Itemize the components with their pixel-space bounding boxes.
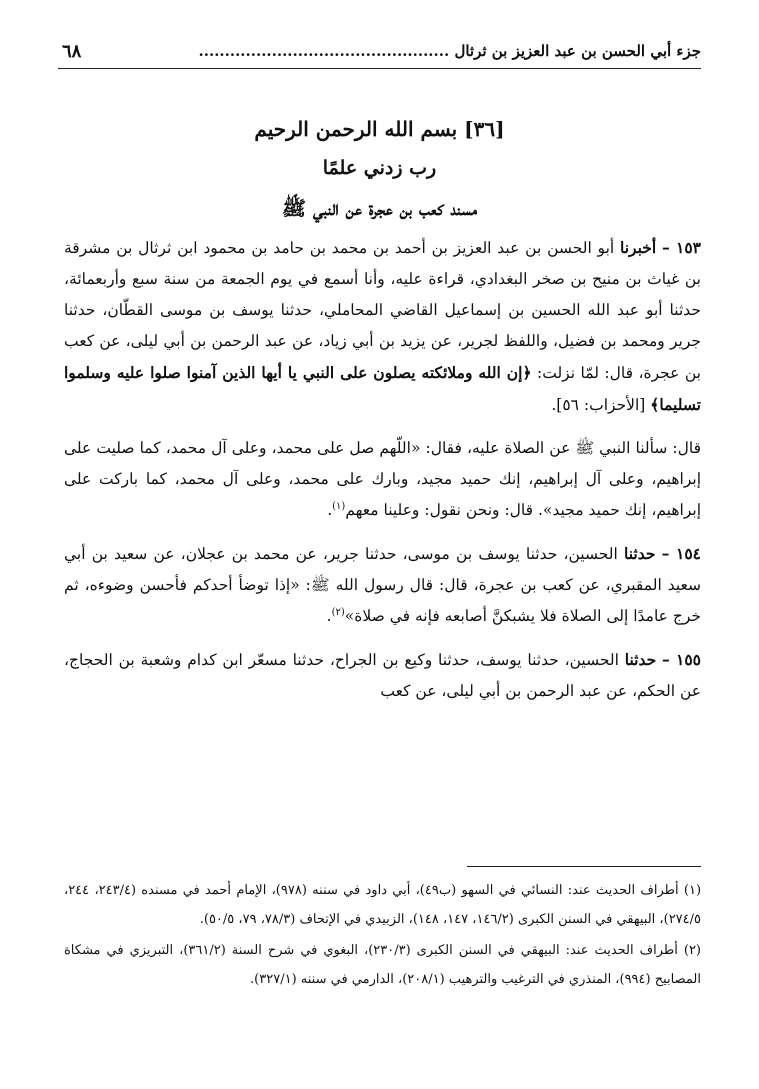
hadith-155 [64, 644, 701, 707]
hadith-quote: «إذا توضأ أحدكم فأحسن وضوءه، ثم خرج عامدًا إلى الصلاة فلا يشبكنَّ أصابعه فإنه في صلاة» [64, 576, 701, 625]
hadith-number: ١٥٣ – [661, 238, 701, 257]
hadith-lead: حدثنا [623, 544, 656, 563]
footnote-divider [467, 866, 701, 867]
sentence-end: . [327, 501, 333, 519]
hadith-lead: حدثنا [624, 650, 657, 669]
basmala-heading: [٣٦] بسم الله الرحمن الرحيم [254, 117, 505, 141]
footnote-1: (١) أطراف الحديث عند: النسائي في السهو (ب٤٩)، أبي داود في سننه (٩٧٨)، الإمام أحمد في مسنده (٢٤٣/٤، ٢٤٤، ٢٧٤/٥)، البيهقي في السنن الكبرى (١٤٦/٢، ١٤٧، ١٤٨)، الزبيدي في الإتحاف (٧٨/٣، ٧٩، ٥٠/٥). [64, 883, 702, 927]
hadith-number: ١٥٤ – [661, 544, 701, 563]
page-number: ٦٨ [62, 40, 82, 62]
footnote-marker[interactable]: (١) [332, 500, 346, 512]
section-headings [58, 110, 701, 228]
hadith-number: ١٥٥ – [661, 650, 701, 669]
running-title-text: جزء أبي الحسن بن عبد العزيز بن ثرثال [454, 42, 701, 60]
quran-verse: ﴿إن الله وملائكته يصلون على النبي يا أيها الذين آمنوا صلوا عليه وسلموا تسليما﴾ [64, 363, 701, 414]
footnote-2: (٢) أطراف الحديث عند: البيهقي في السنن الكبرى (٢٣٠/٣)، البغوي في شرح السنة (٣٦١/٢)، التبريزي في مشكاة المصابيح (٩٩٤)، المنذري في الترغيب والترهيب (٢٠٨/١)، الدارمي في سننه (٣٢٧/١). [64, 943, 701, 987]
header-divider [58, 68, 701, 69]
hadith-text: الحسين، حدثنا يوسف بن موسى، حدثنا جرير، عن محمد بن عجلان، عن سعيد بن أبي سعيد المقبري، عن كعب بن عجرة، قال: قال رسول الله ﷺ: [64, 545, 701, 594]
running-head [62, 36, 701, 66]
hadith-text: الحسين، حدثنا يوسف، حدثنا وكيع بن الجراح، حدثنا مسعّر ابن كدام وشعبة بن الحجاج، عن الحكم، عن عبد الرحمن بن أبي ليلى، عن كعب [64, 651, 701, 700]
running-title [199, 42, 701, 60]
running-title-leader: ................................................ [198, 42, 450, 60]
musnad-heading: مسند كعب بن عجرة عن النبي ﷺ [281, 196, 478, 220]
hadith-text: قال: سألنا النبي ﷺ عن الصلاة عليه، فقال: «اللّهم صل على محمد، وعلى آل محمد، كما صليت على إبراهيم، وعلى آل إبراهيم، إنك حميد مجيد، وبارك على محمد، وعلى آل محمد، كما باركت على إبراهيم، إنك حميد مجيد». قال: ونحن نقول: وعلينا معهم [64, 439, 701, 519]
hadith-lead: أخبرنا [620, 238, 657, 257]
main-text [64, 232, 701, 707]
hadith-text: أبو الحسن بن عبد العزيز بن أحمد بن محمد بن حامد بن محمود ابن ثرثال بن مشرقة بن غياث بن منيح بن صخر البغدادي، قراءة عليه، وأنا أسمع في يوم الجمعة من سنة سبع وأربعمائة، حدثنا أبو عبد الله الحسين بن إسماعيل القاضي المحاملي، حدثنا يوسف بن موسى القطّان، حدثنا جرير ومحمد بن فضيل، واللفظ لجرير، عن يزيد بن أبي زياد، عن عبد الرحمن بن أبي ليلى، عن كعب بن عجرة، قال: لمّا نزلت: [64, 239, 701, 382]
verse-reference: [الأحزاب: ٥٦]. [551, 396, 651, 414]
hadith-153 [64, 232, 701, 421]
dua-heading: رب زدني علمًا [322, 157, 437, 179]
hadith-153-continuation [64, 433, 701, 526]
hadith-154 [64, 538, 701, 632]
footnotes [64, 876, 701, 994]
sentence-end: . [326, 607, 332, 625]
footnote-marker[interactable]: (٢) [331, 606, 345, 618]
